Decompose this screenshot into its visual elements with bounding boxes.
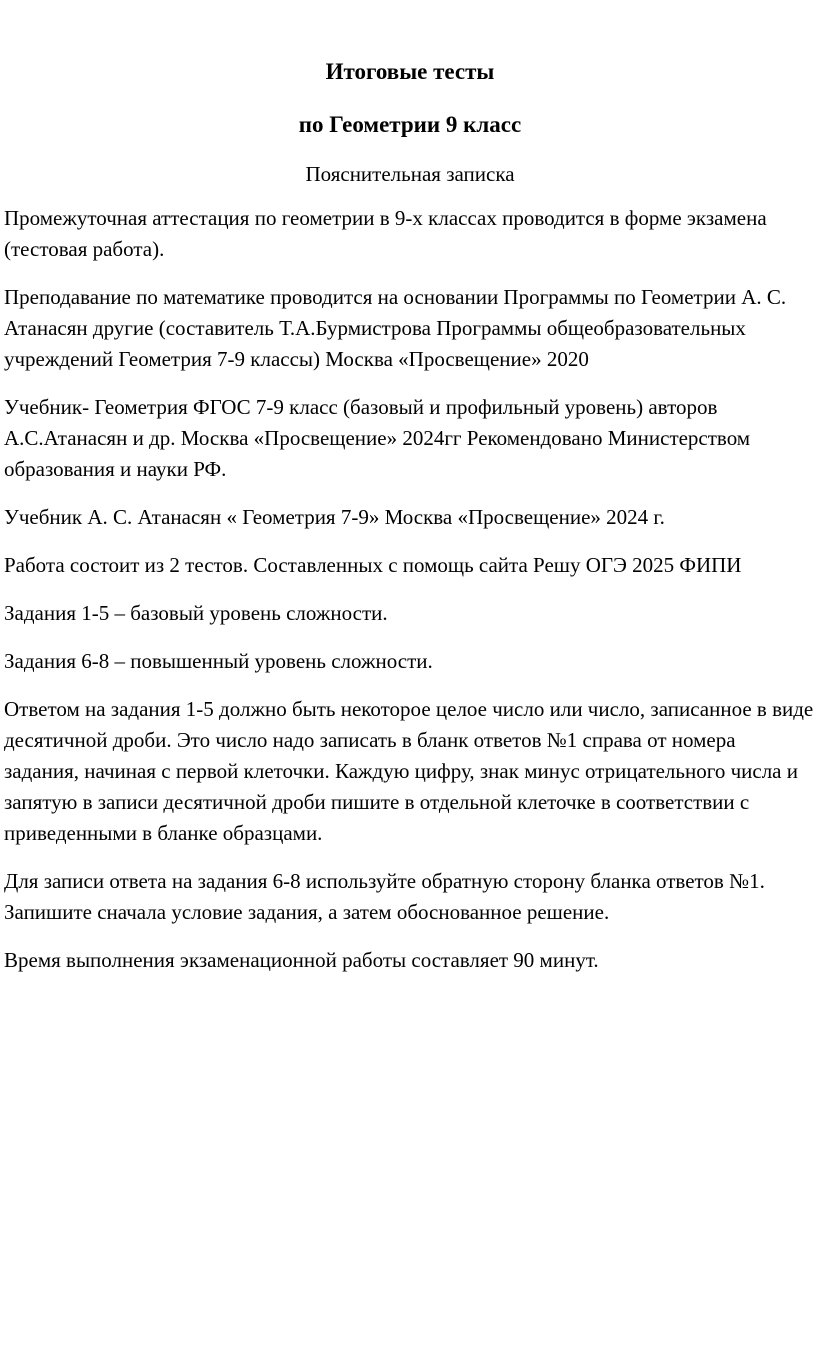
document-title-subject: по Геометрии 9 класс bbox=[298, 112, 522, 137]
paragraph-answer-back-side: Для записи ответа на задания 6-8 используйте обратную сторону бланка ответов №1. Запишите сначала условие задания, а затем обоснованное решение. bbox=[4, 869, 765, 924]
document-title: Итоговые тесты bbox=[325, 59, 495, 84]
paragraph-tasks-advanced: Задания 6-8 – повышенный уровень сложности. bbox=[4, 649, 433, 673]
paragraph-work-structure: Работа состоит из 2 тестов. Составленных с помощь сайта Решу ОГЭ 2025 ФИПИ bbox=[4, 553, 742, 577]
paragraph-attestation: Промежуточная аттестация по геометрии в 9-х классах проводится в форме экзамена (тестовая работа). bbox=[4, 206, 767, 261]
paragraph-tasks-basic: Задания 1-5 – базовый уровень сложности. bbox=[4, 601, 388, 625]
paragraph-answer-rules: Ответом на задания 1-5 должно быть некоторое целое число или число, записанное в виде десятичной дроби. Это число надо записать в бланк ответов №1 справа от номера задания, начиная с первой клеточки. Каждую цифру, знак минус отрицательного числа и запятую в записи десятичной дроби пишите в отдельной клеточке в соответствии с приведенными в бланке образцами. bbox=[4, 697, 814, 845]
document-subtitle: Пояснительная записка bbox=[305, 162, 515, 186]
paragraph-program: Преподавание по математике проводится на основании Программы по Геометрии А. С. Атанасян другие (составитель Т.А.Бурмистрова Программы общеобразовательных учреждений Геометрия 7-9 классы) Москва «Просвещение» 2020 bbox=[4, 285, 787, 371]
paragraph-textbook-atanasyan: Учебник А. С. Атанасян « Геометрия 7-9» Москва «Просвещение» 2024 г. bbox=[4, 505, 665, 529]
paragraph-exam-time: Время выполнения экзаменационной работы составляет 90 минут. bbox=[4, 948, 599, 972]
paragraph-textbook-fgos: Учебник- Геометрия ФГОС 7-9 класс (базовый и профильный уровень) авторов А.С.Атанасян и др. Москва «Просвещение» 2024гг Рекомендовано Министерством образования и науки РФ. bbox=[4, 395, 751, 481]
